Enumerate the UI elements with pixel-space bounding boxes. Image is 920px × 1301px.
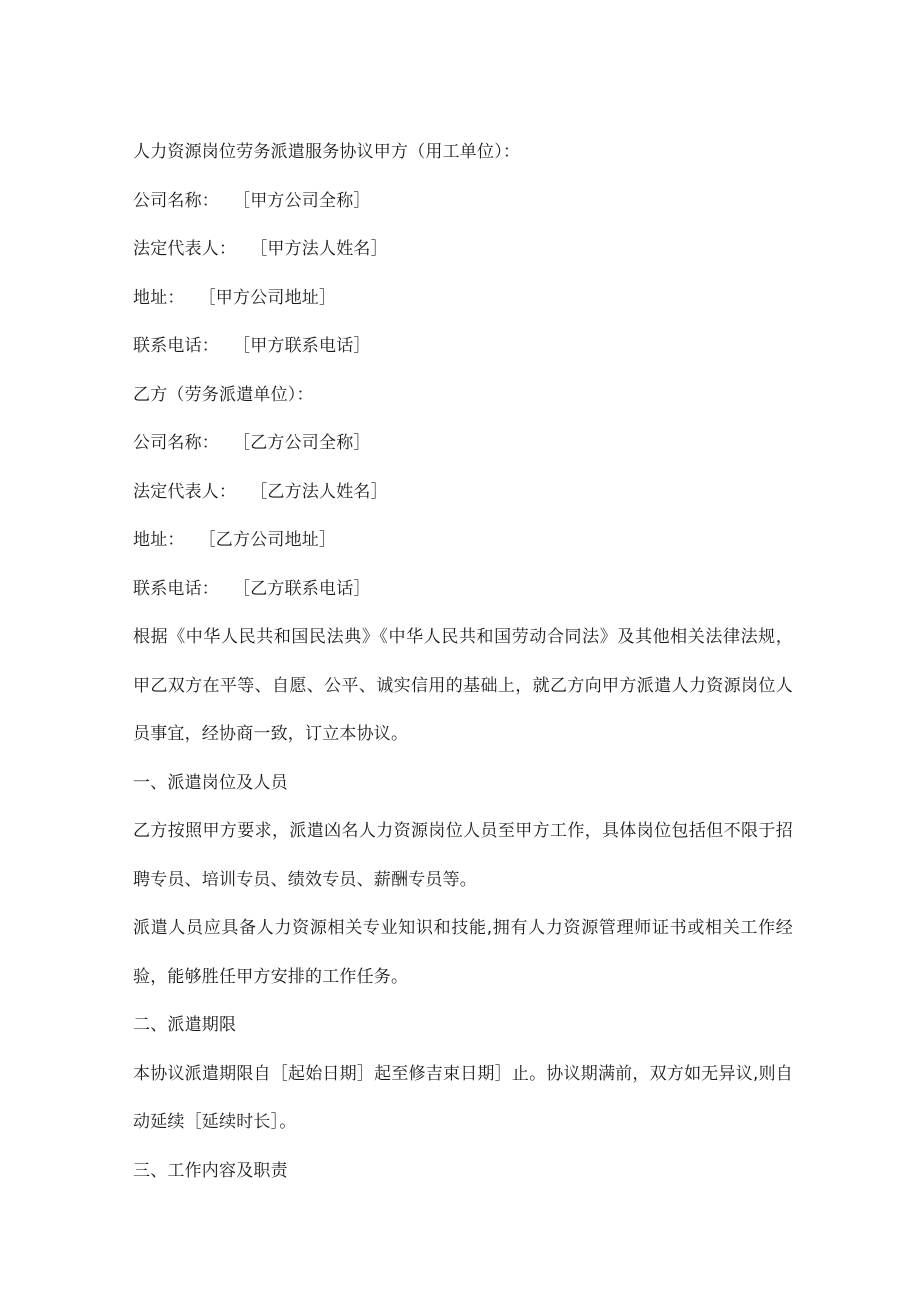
section-2-paragraph-1: 本协议派遣期限自［起始日期］起至修吉束日期］止。协议期满前，双方如无异议,则自动延续［延续时长］。 (133, 1063, 793, 1132)
document-body (133, 128, 793, 1195)
party-a-phone-value: ［甲方联系电话］ (233, 336, 371, 356)
party-a-address-value: ［甲方公司地址］ (198, 287, 337, 308)
party-a-phone-row (133, 322, 793, 371)
party-b-address-row (133, 516, 793, 565)
section-1-paragraph-1: 乙方按照甲方要求，派遣凶名人力资源岗位人员至甲方工作，具体岗位包括但不限于招聘专员、培训专员、绩效专员、薪酬专员等。 (133, 821, 793, 890)
party-b-rep-row (133, 468, 793, 517)
party-b-heading: 乙方（劳务派遣单位）： (133, 384, 314, 405)
party-b-address-label: 地址： (133, 530, 185, 550)
preamble-paragraph: 根据《中华人民共和国民法典》《中华人民共和国劳动合同法》及其他相关法律法规，甲乙双方在平等、自愿、公平、诚实信用的基础上，就乙方向甲方派遣人力资源岗位人员事宜，经协商一致，订立本协议。 (133, 627, 793, 744)
party-b-phone-row (133, 565, 793, 614)
party-b-phone-label: 联系电话： (133, 578, 219, 599)
party-b-address-value: ［乙方公司地址］ (198, 530, 337, 550)
document-title: 人力资源岗位劳务派遣服务协议甲方（用工单位）： (133, 142, 521, 162)
party-b-company-row (133, 419, 793, 468)
party-b-company-value: ［乙方公司全称］ (233, 433, 371, 453)
party-b-rep-label: 法定代表人： (133, 481, 237, 502)
section-1-paragraph-2: 派遣人员应具备人力资源相关专业知识和技能,拥有人力资源管理师证书或相关工作经验，能够胜任甲方安排的工作任务。 (133, 918, 793, 987)
section-2-heading: 二、派遣期限 (133, 1015, 237, 1035)
party-b-company-label: 公司名称： (133, 433, 219, 453)
section-1-heading: 一、派遣岗位及人员 (133, 772, 288, 793)
party-a-rep-value: ［甲方法人姓名］ (250, 239, 388, 259)
section-3-heading: 三、工作内容及职责 (133, 1160, 288, 1181)
party-a-rep-label: 法定代表人： (133, 239, 237, 259)
party-a-rep-row (133, 225, 793, 274)
party-b-rep-value: ［乙方法人姓名］ (250, 481, 388, 502)
party-a-address-row (133, 274, 793, 323)
party-a-company-label: 公司名称： (133, 190, 219, 211)
party-b-phone-value: ［乙方联系电话］ (233, 578, 371, 599)
party-a-address-label: 地址： (133, 287, 185, 308)
party-a-company-row (133, 177, 793, 226)
party-a-phone-label: 联系电话： (133, 336, 219, 356)
party-a-company-value: ［甲方公司全称］ (233, 190, 371, 211)
